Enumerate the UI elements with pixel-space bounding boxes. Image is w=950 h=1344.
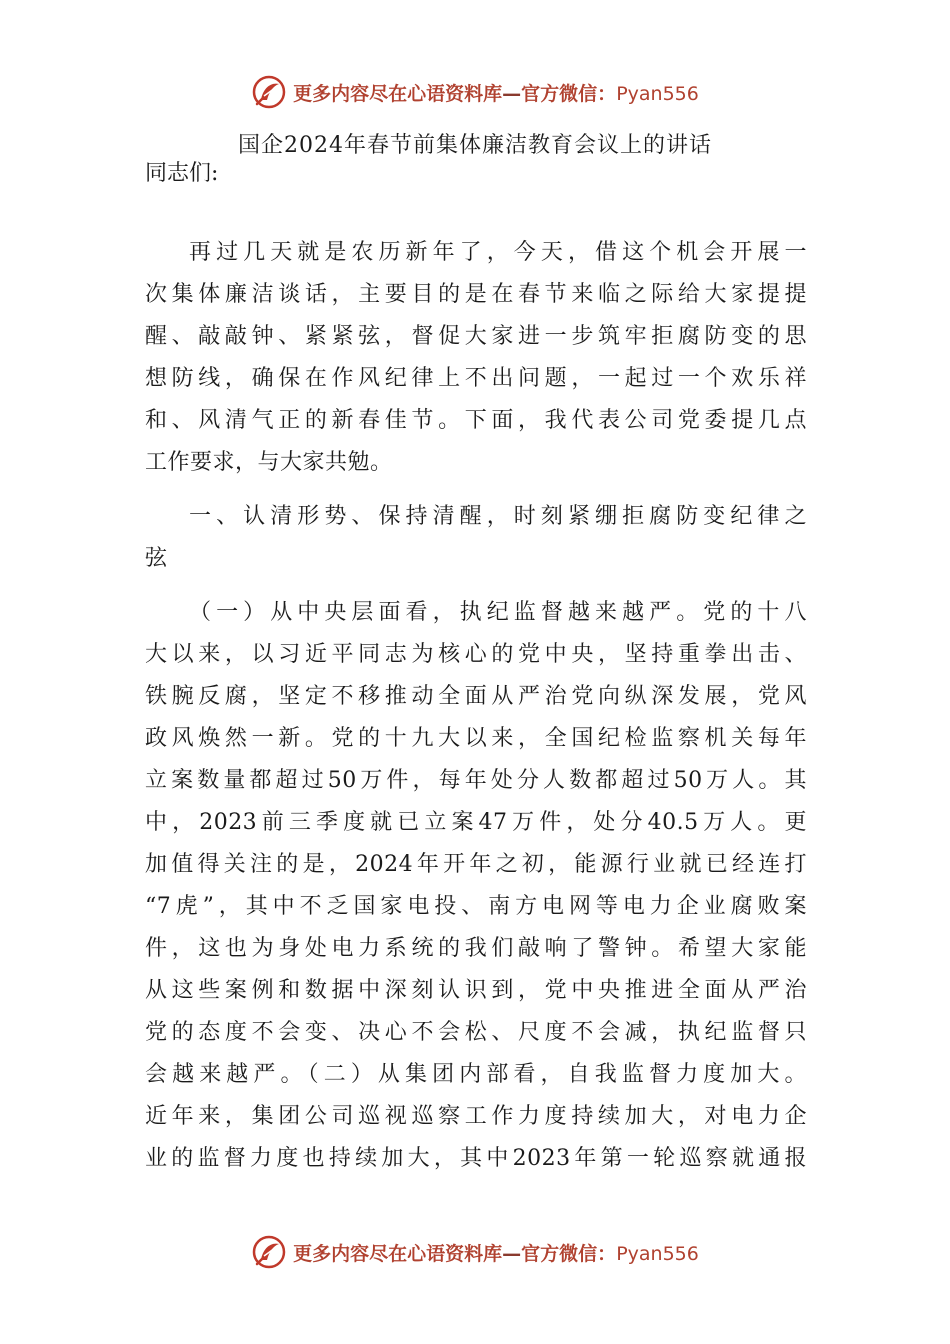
paragraph-line: “7虎”，其中不乏国家电投、南方电网等电力企业腐败案	[145, 894, 807, 919]
brand-logo-icon	[251, 1234, 287, 1270]
document-body	[145, 232, 807, 1180]
paragraph-line: 业的监督力度也持续加大，其中2023年第一轮巡察就通报	[145, 1146, 807, 1171]
paragraph-line: 从这些案例和数据中深刻认识到，党中央推进全面从严治	[145, 978, 807, 1003]
watermark-banner-bottom	[0, 1232, 950, 1272]
brand-logo-icon	[251, 74, 287, 110]
watermark-account: Pyan556	[616, 82, 699, 105]
paragraph-line: 工作要求，与大家共勉。	[145, 450, 393, 475]
paragraph-line: 次集体廉洁谈话，主要目的是在春节来临之际给大家提提	[145, 282, 807, 307]
paragraph-line: 会越来越严。（二）从集团内部看，自我监督力度加大。	[145, 1062, 807, 1087]
paragraph-line: 想防线，确保在作风纪律上不出问题，一起过一个欢乐祥	[145, 366, 807, 391]
paragraph-line: 加值得关注的是，2024年开年之初，能源行业就已经连打	[145, 852, 807, 877]
paragraph-line: 政风焕然一新。党的十九大以来，全国纪检监察机关每年	[145, 726, 807, 751]
greeting: 同志们:	[145, 161, 219, 186]
watermark-text	[293, 79, 699, 106]
document-title: 国企2024年春节前集体廉洁教育会议上的讲话	[238, 133, 712, 158]
watermark-label: 官方微信：	[521, 1242, 617, 1265]
watermark-banner-top	[0, 72, 950, 112]
paragraph-line: 大以来，以习近平同志为核心的党中央，坚持重拳出击、	[145, 642, 807, 667]
watermark-account: Pyan556	[616, 1242, 699, 1265]
paragraph-line: 和、风清气正的新春佳节。下面，我代表公司党委提几点	[145, 408, 807, 433]
watermark-separator: —	[502, 82, 522, 105]
paragraph-intro	[145, 232, 807, 484]
paragraph-line: 中，2023前三季度就已立案47万件，处分40.5万人。更	[145, 810, 807, 835]
heading-line: 一、认清形势、保持清醒，时刻紧绷拒腐防变纪律之	[189, 504, 807, 529]
paragraph-line: 铁腕反腐，坚定不移推动全面从严治党向纵深发展，党风	[145, 684, 807, 709]
paragraph-line: 醒、敲敲钟、紧紧弦，督促大家进一步筑牢拒腐防变的思	[145, 324, 807, 349]
paragraph-line: 立案数量都超过50万件，每年处分人数都超过50万人。其	[145, 768, 807, 793]
watermark-site: 更多内容尽在心语资料库	[293, 82, 503, 105]
watermark-separator: —	[502, 1242, 522, 1265]
heading-line: 弦	[145, 546, 168, 571]
paragraph-line: （一）从中央层面看，执纪监督越来越严。党的十八	[189, 600, 807, 625]
paragraph-line: 党的态度不会变、决心不会松、尺度不会减，执纪监督只	[145, 1020, 807, 1045]
paragraph-central-level	[145, 592, 807, 1180]
section-heading-1	[145, 496, 807, 580]
paragraph-line: 再过几天就是农历新年了，今天，借这个机会开展一	[189, 240, 807, 265]
paragraph-line: 近年来，集团公司巡视巡察工作力度持续加大，对电力企	[145, 1104, 807, 1129]
watermark-label: 官方微信：	[521, 82, 617, 105]
watermark-text	[293, 1239, 699, 1266]
paragraph-line: 件，这也为身处电力系统的我们敲响了警钟。希望大家能	[145, 936, 807, 961]
watermark-site: 更多内容尽在心语资料库	[293, 1242, 503, 1265]
